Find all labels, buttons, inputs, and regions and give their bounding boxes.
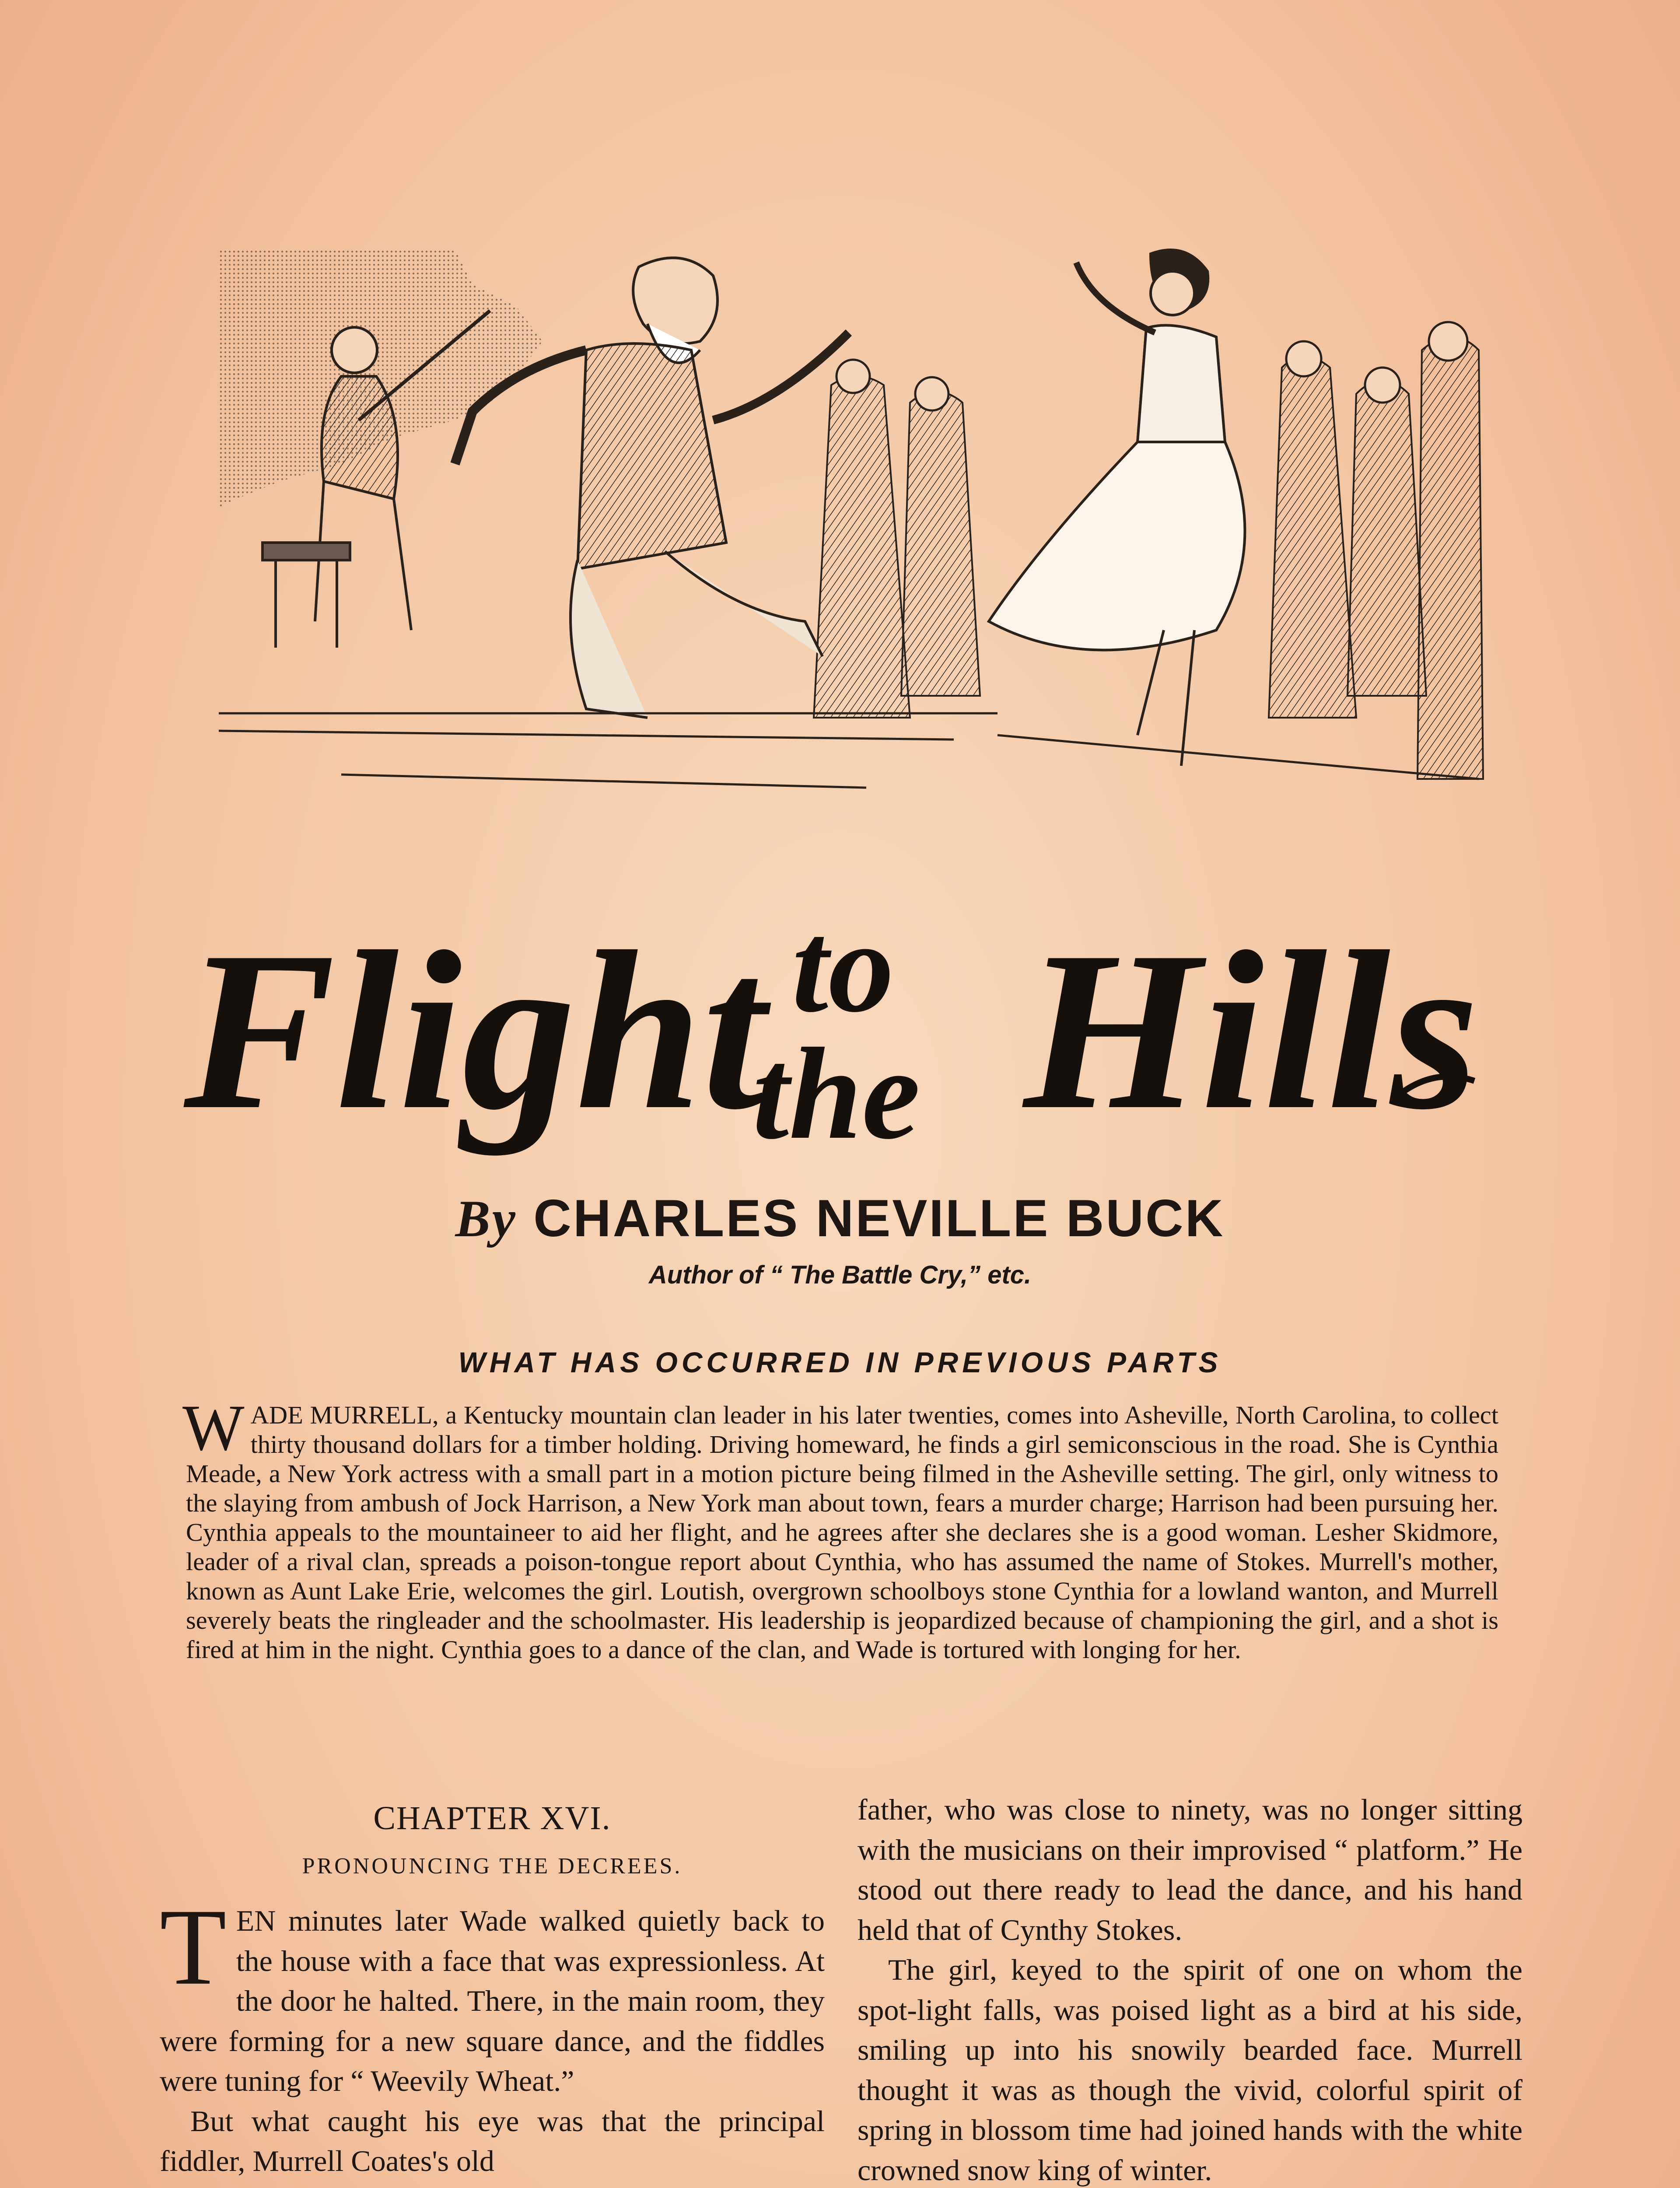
paragraph-4: The girl, keyed to the spirit of one on whom the spot-light falls, was poised light as a bird at his side, smiling up into his snowily bearded face. Murrell thought it was as though the vivid, colorful spirit of spring in blossom time had joined hands with the white crowned snow king of winter.: [858, 1953, 1522, 2187]
story-title: [166, 901, 1514, 1208]
paragraph-1: [160, 1886, 825, 2101]
dance-scene-illustration: [210, 236, 1496, 919]
chapter-subtitle: PRONOUNCING THE DECREES.: [302, 1854, 682, 1879]
paragraph-3: father, who was close to ninety, was no longer sitting with the musicians on their improvised “ platform.” He stood out there ready to lead the dance, and his hand held that of Cynthy Stokes.: [858, 1793, 1522, 1946]
paragraph-1-text: EN minutes later Wade walked quietly back to the house with a face that was expressionless. At the door he halted. There, in the main room, they were forming for a new square dance, and the fiddles were tuning for “ Weevily Wheat.”: [160, 1904, 825, 2097]
text-column-right: [858, 1790, 1522, 2188]
byline-by: By: [455, 1189, 517, 1248]
synopsis-text: ADE MURRELL, a Kentucky mountain clan leader in his later twenties, comes into Asheville, North Carolina, to collect thirty thousand dollars for a timber holding. Driving homeward, he finds a girl semiconscious in the road. She is Cynthia Meade, a New York actress with a small part in a motion picture being filmed in the Asheville setting. The girl, only witness to the slaying from ambush of Jock Harrison, a New York man about town, fears a murder charge; Harrison had been pursuing her. Cynthia appeals to the mountaineer to aid her flight, and he agrees after she declares she is a good woman. Lesher Skidmore, leader of a rival clan, spreads a poison-tongue report about Cynthia, who has assumed the name of Stokes. Murrell's mother, known as Aunt Lake Erie, welcomes the girl. Loutish, overgrown schoolboys stone Cynthia for a lowland wanton, and Murrell severely beats the ringleader and the schoolmaster. His leadership is jeopardized because of championing the girl, and a shot is fired at him in the night. Cynthia goes to a dance of the clan, and Wade is tortured with longing for her.: [186, 1401, 1498, 1664]
title-word-hills: Hills: [1024, 905, 1479, 1157]
title-word-flight: Flight: [184, 905, 766, 1157]
paragraph-2: But what caught his eye was that the principal fiddler, Murrell Coates's old: [160, 2104, 825, 2177]
chapter-drop-cap: T: [160, 1886, 227, 2008]
header-illustration: [210, 236, 1496, 919]
chapter-heading: CHAPTER XVI.: [373, 1800, 611, 1837]
title-word-to: to: [792, 901, 894, 1039]
title-word-the: the: [752, 1021, 920, 1166]
previous-parts-heading: WHAT HAS OCCURRED IN PREVIOUS PARTS: [458, 1346, 1222, 1378]
text-column-left: [160, 1794, 825, 2181]
synopsis-drop-cap: W: [182, 1392, 245, 1464]
previous-parts-synopsis: [182, 1392, 1498, 1664]
author-credit: Author of “ The Battle Cry,” etc.: [648, 1261, 1032, 1289]
story-title-lettering: [166, 901, 1514, 1208]
byline-author: CHARLES NEVILLE BUCK: [533, 1189, 1225, 1248]
byline: [0, 1188, 1680, 1249]
